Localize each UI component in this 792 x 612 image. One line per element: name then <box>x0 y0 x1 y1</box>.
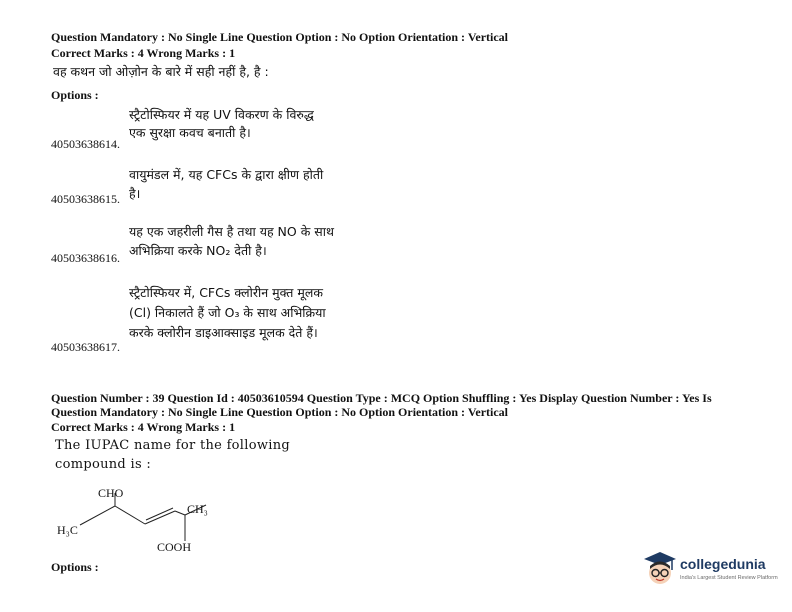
option-id: 40503638614. <box>51 137 120 151</box>
brand-name: collegedunia <box>680 556 766 572</box>
chemical-structure <box>50 485 220 557</box>
option-id: 40503638617. <box>51 340 120 354</box>
collegedunia-logo <box>642 550 778 590</box>
option-text-line: अभिक्रिया करके NO₂ देती है। <box>129 243 267 258</box>
cooh-label: COOH <box>157 540 192 554</box>
options-label: Options : <box>51 560 99 574</box>
option-text-line: यह एक जहरीली गैस है तथा यह NO के साथ <box>129 224 334 239</box>
option-text-line: वायुमंडल में, यह CFCs के द्वारा क्षीण होती <box>129 167 324 182</box>
question-meta-line: Question Mandatory : No Single Line Question Option : No Option Orientation : Vertical <box>51 405 509 419</box>
ch3-label: CH₃ <box>187 502 208 516</box>
option-id: 40503638616. <box>51 251 120 265</box>
option-text-line: स्ट्रैटोस्फियर में, CFCs क्लोरीन मुक्त मूलक <box>129 285 323 300</box>
option-text-line: एक सुरक्षा कवच बनाती है। <box>129 125 251 140</box>
h3c-label: H₃C <box>57 523 78 537</box>
question-meta-line: Question Number : 39 Question Id : 40503610594 Question Type : MCQ Option Shuffling : Yes Display Question Number : Yes Is <box>51 391 712 405</box>
brand-tagline: India's Largest Student Review Platform <box>680 575 778 581</box>
marks-line: Correct Marks : 4 Wrong Marks : 1 <box>51 420 236 434</box>
option-text-line: है। <box>129 186 141 201</box>
question-stem: वह कथन जो ओज़ोन के बारे में सही नहीं है, है : <box>53 64 269 79</box>
option-text-line: (Cl) निकालते हैं जो O₃ के साथ अभिक्रिया <box>129 305 326 320</box>
options-label: Options : <box>51 88 99 102</box>
question-stem: The IUPAC name for the following <box>55 438 291 453</box>
student-mascot-icon <box>642 550 678 588</box>
option-id: 40503638615. <box>51 192 120 206</box>
option-text-line: करके क्लोरीन डाइआक्साइड मूलक देते हैं। <box>129 325 318 340</box>
question-stem: compound is : <box>55 457 152 472</box>
question-meta-line: Question Mandatory : No Single Line Question Option : No Option Orientation : Vertical <box>51 30 509 44</box>
cho-label: CHO <box>98 486 124 500</box>
option-text-line: स्ट्रैटोस्फियर में यह UV विकरण के विरुद्ध <box>129 107 314 122</box>
marks-line: Correct Marks : 4 Wrong Marks : 1 <box>51 46 236 60</box>
